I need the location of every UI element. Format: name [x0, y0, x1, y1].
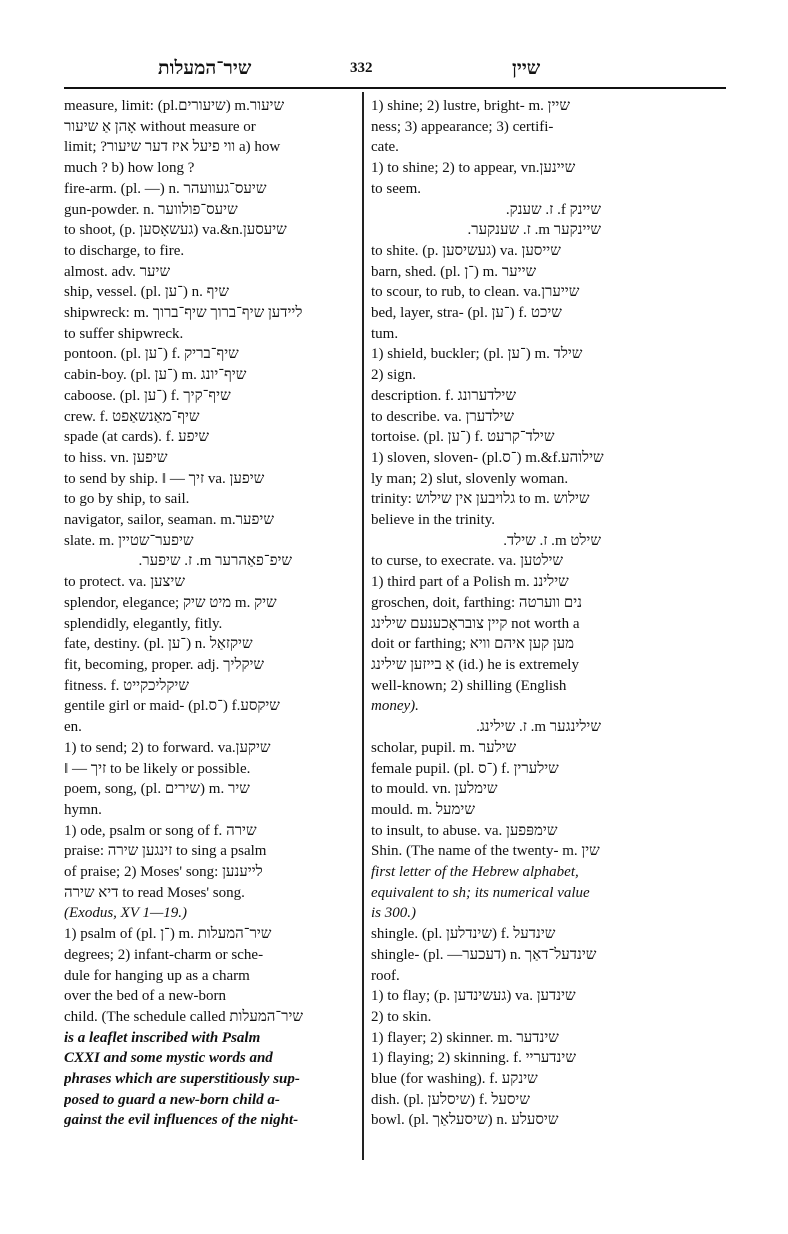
entry-line: דיא שירה to read Moses' song.: [64, 884, 245, 901]
entry-line: poem, song, (pl. שירים) m. שיר: [64, 781, 250, 798]
entry-line: believe in the trinity.: [371, 512, 495, 529]
entry-line: shingle- (pl. —דעכער) n. שינדעל־דאַך: [371, 946, 597, 963]
entry-line: trinity: גלויבען אין שילוש to m. שילוש: [371, 491, 590, 508]
entry-line: shipwreck: m. ליידען שיף־ברוך שיף־ברוך: [64, 305, 303, 322]
entry-line: ‖ — זיך to be likely or possible.: [64, 760, 251, 777]
entry-line: CXXI and some mystic words and: [64, 1050, 273, 1067]
entry-line: splendidly, elegantly, fitly.: [64, 615, 223, 632]
entry-line: dule for hanging up as a charm: [64, 967, 250, 984]
entry-line: 1) sloven, sloven- (pl.־ס) m.&f.שילוהע: [371, 449, 604, 466]
entry-line: שילינגער m. ז. שילינג.: [476, 719, 601, 736]
entry-line: שיינק f. ז. שענק.: [505, 201, 601, 218]
entry-line: gentile girl or maid- (pl.־ס) f.שיקסע: [64, 698, 280, 715]
entry-line: limit; ?ווי פיעל איז דער שיעור a) how: [64, 139, 281, 156]
entry-line: barn, shed. (pl. ־ן) m. שייער: [371, 263, 537, 280]
entry-line: bowl. (pl. שיסעלאַך) n. שיסעלע: [371, 1112, 559, 1129]
entry-line: 1) third part of a Polish m. שיליננ: [371, 574, 569, 591]
entry-line: is a leaflet inscribed with Psalm: [64, 1029, 261, 1046]
entry-line: fitness. f. שיקליכקייט: [64, 677, 189, 694]
entry-line: of praise; 2) Moses' song: לייענען: [64, 864, 263, 881]
entry-line: 1) flayer; 2) skinner. m. שינדער: [371, 1029, 559, 1046]
entry-line: spade (at cards). f. שיפע: [64, 429, 210, 446]
entry-line: child. (The schedule called שיר־המעלות: [64, 1008, 304, 1025]
entry-line: 1) flaying; 2) skinning. f. שינדעריי: [371, 1050, 576, 1067]
entry-line: degrees; 2) infant-charm or sche-: [64, 946, 264, 963]
entry-line: 1) shine; 2) lustre, bright- m. שיין: [371, 98, 570, 114]
entry-line: navigator, sailor, seaman. m.שיפער: [64, 512, 274, 529]
entry-line: to seem.: [371, 180, 421, 197]
entry-line: to curse, to execrate. va. שילטען: [371, 553, 564, 570]
entry-line: Shin. (The name of the twenty- m. שין: [371, 843, 600, 860]
entry-line: to scour, to rub, to clean. va.שייערן: [371, 284, 580, 301]
entry-line: 1) to flay; (p. געשינדען) va. שינדען: [371, 988, 576, 1005]
entry-line: ness; 3) appearance; 3) certifi-: [371, 118, 554, 135]
entry-line: to suffer shipwreck.: [64, 325, 184, 342]
entry-line: tortoise. (pl. ־ען) f. שילד־קרעט: [371, 429, 555, 446]
entry-line: cabin-boy. (pl. ־ען) m. שיף־יונג: [64, 367, 247, 384]
entry-line: equivalent to sh; its numerical value: [371, 884, 590, 901]
entry-line: שילט m. ז. שילד.: [503, 532, 601, 549]
entry-line: (Exodus, XV 1—19.): [64, 905, 188, 922]
entry-line: ship, vessel. (pl. ־ען) n. שיף: [64, 284, 229, 301]
entry-line: ly man; 2) slut, slovenly woman.: [371, 470, 569, 487]
entry-line: hymn.: [64, 801, 102, 818]
header-rule: [64, 87, 726, 89]
entry-line: doit or farthing; מען קען איהם וויא: [371, 636, 575, 653]
column-divider: [362, 92, 364, 1160]
entry-line: crew. f. שיף־מאַנשאַפט: [64, 408, 200, 425]
entry-line: description. f. שילדערונג: [371, 387, 516, 404]
entry-line: blue (for washing). f. שינקע: [371, 1071, 538, 1088]
entry-line: אָהן אַ שיעור without measure or: [64, 118, 256, 135]
entry-line: measure, limit: (pl.שיעורים) m.שיעור: [64, 98, 285, 114]
entry-line: is 300.): [371, 905, 416, 922]
entry-line: tum.: [371, 325, 399, 342]
entry-line: to shoot, (p. געשאָסען) va.&n.שיעסען: [64, 222, 287, 239]
header-right-guideword: שיין: [512, 58, 541, 79]
page-header: [64, 58, 724, 86]
entry-line: well-known; 2) shilling (English: [371, 677, 567, 694]
page-number: 332: [350, 60, 373, 76]
entry-line: first letter of the Hebrew alphabet,: [371, 864, 579, 881]
entry-line: קיין צובראָכענעם שילינג not worth a: [371, 615, 580, 632]
entry-line: to send by ship. ‖ — זיך va. שיפען: [64, 470, 265, 487]
entry-line: much ? b) how long ?: [64, 160, 195, 177]
right-column: [371, 96, 655, 1166]
header-left-guideword: שיר־המעלות: [158, 58, 252, 79]
entry-line: mould. m. שימעל: [371, 801, 475, 818]
entry-line: slate. m. שיפער־שטיין: [64, 532, 194, 549]
entry-line: 1) psalm of (pl. ־ן) m. שיר־המעלות: [64, 926, 272, 943]
entry-line: caboose. (pl. ־ען) f. שיף־קיך: [64, 387, 231, 404]
entry-line: pontoon. (pl. ־ען) f. שיף־בריק: [64, 346, 239, 363]
entry-line: gun-powder. n. שיעס־פולווער: [64, 201, 238, 218]
entry-line: phrases which are superstitiously sup-: [64, 1071, 300, 1088]
entry-line: gainst the evil influences of the night-: [64, 1112, 299, 1129]
entry-line: אַ בייזען שילינג (id.) he is extremely: [371, 656, 579, 673]
entry-line: שיינקער m. ז. שענקער.: [467, 222, 601, 239]
entry-line: fate, destiny. (pl. ־ען) n. שיקזאַל: [64, 636, 253, 653]
entry-line: female pupil. (pl. ־ס) f. שילערין: [371, 760, 559, 777]
entry-line: to discharge, to fire.: [64, 242, 185, 259]
entry-line: to shite. (p. געשיסען) va. שייסען: [371, 242, 561, 259]
entry-line: 2) sign.: [371, 367, 416, 384]
entry-line: bed, layer, stra- (pl. ־ען) f. שיכט: [371, 305, 562, 322]
left-column: [64, 96, 346, 1166]
entry-line: shingle. (pl. שינדלען) f. שינדעל: [371, 926, 556, 943]
entry-line: posed to guard a new-born child a-: [64, 1091, 280, 1108]
entry-line: cate.: [371, 139, 399, 156]
entry-line: over the bed of a new-born: [64, 988, 227, 1005]
entry-line: to go by ship, to sail.: [64, 491, 190, 508]
entry-line: fire-arm. (pl. —) n. שיעס־געוועהר: [64, 180, 267, 197]
entry-line: almost. adv. שיער: [64, 263, 171, 280]
entry-line: money).: [371, 698, 419, 715]
entry-line: groschen, doit, farthing: נים ווערטה: [371, 594, 583, 611]
entry-line: roof.: [371, 967, 400, 984]
entry-line: praise: זינגען שירה to sing a psalm: [64, 843, 267, 860]
entry-line: to insult, to abuse. va. שימפּפען: [371, 822, 558, 839]
entry-line: 2) to skin.: [371, 1008, 432, 1025]
entry-line: 1) shield, buckler; (pl. ־ען) m. שילד: [371, 346, 583, 363]
entry-line: 1) ode, psalm or song of f. שירה: [64, 822, 257, 839]
entry-line: dish. (pl. שיסלען) f. שיסעל: [371, 1091, 530, 1108]
entry-line: שיפ־פאַהרער m. ז. שיפער.: [138, 553, 292, 570]
entry-line: scholar, pupil. m. שילער: [371, 739, 517, 756]
entry-line: fit, becoming, proper. adj. שיקליך: [64, 656, 265, 673]
entry-line: 1) to shine; 2) to appear, vn.שיינען: [371, 160, 576, 177]
entry-line: splendor, elegance; מיט שיק m. שיק: [64, 594, 277, 611]
entry-line: to describe. va. שילדערן: [371, 408, 515, 425]
entry-line: 1) to send; 2) to forward. va.שיקען: [64, 739, 271, 756]
entry-line: to hiss. vn. שיפען: [64, 449, 168, 466]
entry-line: en.: [64, 719, 82, 736]
entry-line: to mould. vn. שימלען: [371, 781, 498, 798]
entry-line: to protect. va. שיצען: [64, 574, 185, 591]
